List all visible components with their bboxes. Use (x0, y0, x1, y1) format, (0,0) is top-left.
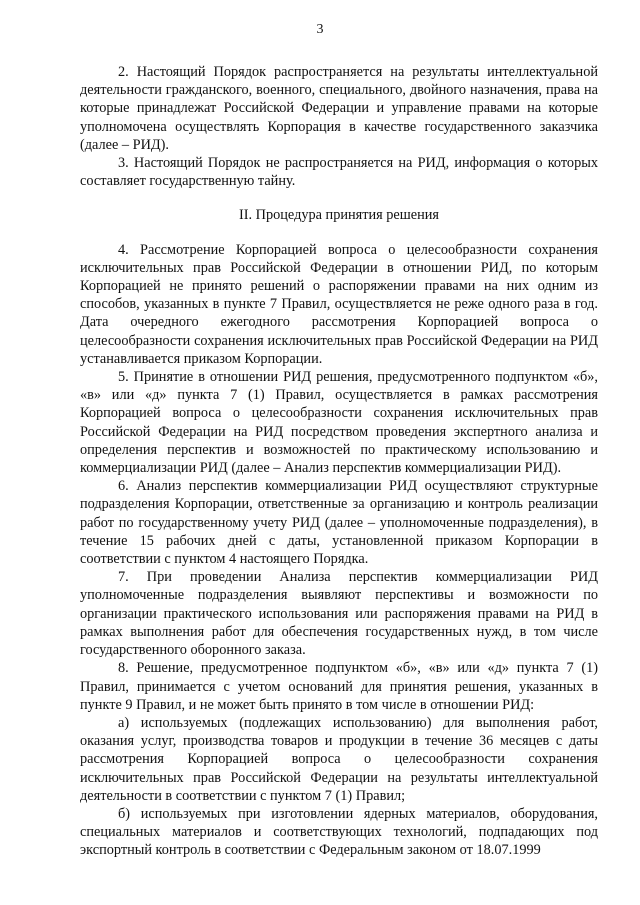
document-body (80, 63, 598, 860)
paragraph-6: 6. Анализ перспектив коммерциализации РИД осуществляют структурные подразделения Корпорации, ответственные за организацию и контроль реализации работ по государственному учету РИД (далее – уполномоченные подразделения), в течение 15 рабочих дней с даты, установленной приказом Корпорации в соответствии с пунктом 4 настоящего Порядка. (80, 478, 598, 568)
paragraph-4: 4. Рассмотрение Корпорацией вопроса о целесообразности сохранения исключительных прав Российской Федерации в отношении РИД, по которым Корпорацией не принято решений о распоряжении правами на них одним из способов, указанных в пункте 7 Правил, осуществляется не реже одного раза в год. Дата очередного ежегодного рассмотрения Корпорацией вопроса о целесообразности сохранения исключительных прав Российской Федерации на РИД устанавливается приказом Корпорации. (80, 241, 598, 367)
paragraph-8b: б) используемых при изготовлении ядерных материалов, оборудования, специальных материалов и соответствующих технологий, подпадающих под экспортный контроль в соответствии с Федеральным законом от 18.07.1999 (80, 805, 598, 859)
paragraph-8: 8. Решение, предусмотренное подпунктом «б», «в» или «д» пункта 7 (1) Правил, принимается с учетом оснований для принятия решения, указанных в пункте 9 Правил, и не может быть принято в том числе в отношении РИД: (80, 660, 598, 713)
section-title: II. Процедура принятия решения (238, 207, 440, 224)
paragraph-2: 2. Настоящий Порядок распространяется на результаты интеллектуальной деятельности гражданского, военного, специального, двойного назначения, права на которые принадлежат Российской Федерации и управление правами на которые уполномочена осуществлять Корпорация в качестве государственного заказчика (далее – РИД). (80, 64, 598, 153)
paragraph-8a: а) используемых (подлежащих использованию) для выполнения работ, оказания услуг, производства товаров и продукции в течение 36 месяцев с даты рассмотрения Корпорацией вопроса о целесообразности сохранения исключительных прав Российской Федерации на результаты интеллектуальной деятельности в соответствии с пунктом 7 (1) Правил; (80, 714, 598, 804)
page-number: 3 (316, 22, 324, 37)
paragraph-5: 5. Принятие в отношении РИД решения, предусмотренного подпунктом «б», «в» или «д» пункта 7 (1) Правил, осуществляется в рамках рассмотрения Корпорацией вопроса о целесообразности сохранения исключительных прав Российской Федерации на РИД посредством проведения экспертного анализа и определения перспектив и возможностей по практическому использованию и коммерциализации РИД (далее – Анализ перспектив коммерциализации РИД). (80, 369, 598, 477)
paragraph-3: 3. Настоящий Порядок не распространяется на РИД, информация о которых составляет государственную тайну. (80, 155, 598, 190)
paragraph-7: 7. При проведении Анализа перспектив коммерциализации РИД уполномоченные подразделения выявляют перспективы и возможности по организации практического использования или распоряжения правами на РИД в рамках выполнения работ для обеспечения государственных нужд, в том числе государственного оборонного заказа. (80, 569, 598, 659)
